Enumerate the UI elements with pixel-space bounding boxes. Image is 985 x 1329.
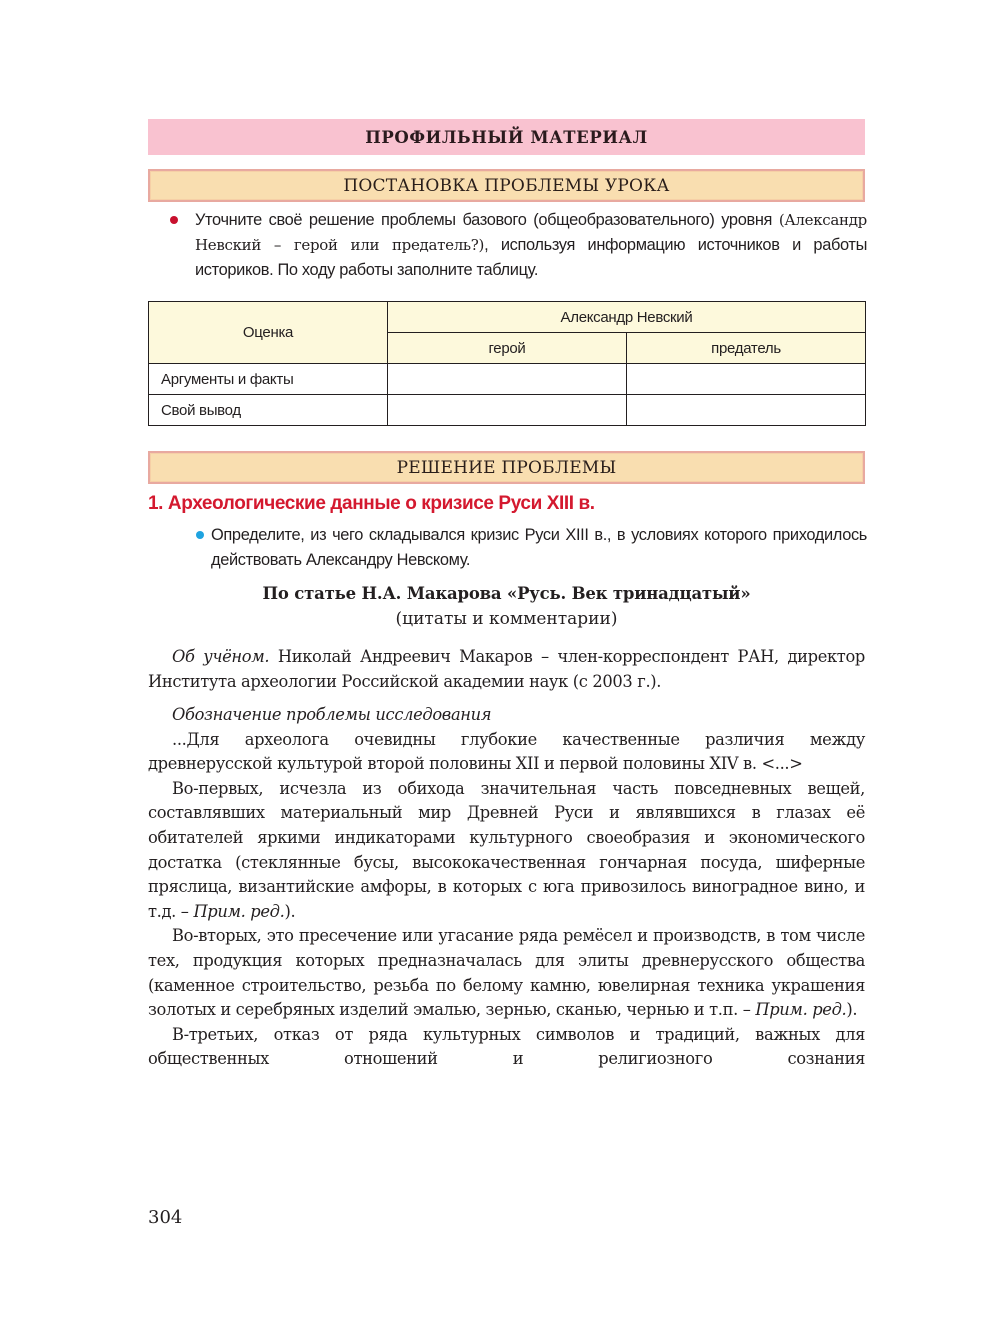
problem-solution-band: РЕШЕНИЕ ПРОБЛЕМЫ	[148, 451, 865, 484]
table-header-traitor: предатель	[627, 333, 866, 364]
page-number: 304	[148, 1207, 183, 1228]
source-title: По статье Н.А. Макарова «Русь. Век тринадцатый»	[262, 584, 751, 603]
paragraph-third: В-третьих, отказ от ряда культурных символов и традиций, важных для общественных отношений и религиозного сознания	[148, 1024, 865, 1069]
row-label-arguments: Аргументы и факты	[149, 364, 388, 395]
editor-note: Прим. ред.	[193, 901, 285, 921]
paragraph-first-text: Во-первых, исчезла из обихода значительная часть повседневных вещей, составлявших материальный мир Древней Руси и являвшихся в глазах её обитателей яркими индикаторами культурного своеобразия и экономического достатка (стеклянные бусы, высококачественная гончарная посуда, шиферные пряслица, византийские амфоры, в которых с юга привозилось виноградное вино, и т.д. –	[148, 778, 865, 921]
task-text-part3: , используя информацию источников и работы историков. По ходу работы заполните таблицу.	[195, 236, 867, 279]
lesson-problem-band: ПОСТАНОВКА ПРОБЛЕМЫ УРОКА	[148, 169, 865, 202]
table-row	[149, 395, 866, 426]
paragraph-second	[148, 924, 865, 1022]
about-text: Николай Андреевич Макаров – член-корреспондент РАН, директор Института археологии Российской академии наук (с 2003 г.).	[148, 647, 865, 691]
editor-note: Прим. ред.	[755, 1000, 847, 1020]
task-text-part1: Уточните своё решение проблемы базового (общеобразовательного) уровня	[195, 211, 779, 229]
task-text-question: (Александр Невский – герой или предатель?)	[195, 211, 867, 254]
cell-conclusion-traitor[interactable]	[627, 395, 866, 426]
article-body	[148, 703, 865, 1072]
about-scholar	[148, 645, 865, 694]
table-row	[149, 364, 866, 395]
bullet-icon	[170, 216, 178, 224]
section-task: Определите, из чего складывался кризис Руси XIII в., в условиях которого приходилось действовать Александру Невскому.	[211, 526, 867, 569]
paragraph-first-end: ).	[284, 901, 296, 921]
profile-material-band: ПРОФИЛЬНЫЙ МАТЕРИАЛ	[148, 119, 865, 155]
cell-conclusion-hero[interactable]	[388, 395, 627, 426]
table-header-nevsky: Александр Невский	[388, 302, 866, 333]
paragraph-first	[148, 777, 865, 925]
about-label: Об учёном.	[172, 647, 270, 666]
table-header-hero: герой	[388, 333, 627, 364]
problem-heading: Обозначение проблемы исследования	[172, 705, 492, 724]
task-instruction	[195, 208, 867, 283]
table-header-evaluation: Оценка	[149, 302, 388, 364]
paragraph-intro: ...Для археолога очевидны глубокие качественные различия между древнерусской культурой второй половины XII и первой половины XIV в. <...>	[148, 729, 865, 774]
paragraph-second-text: Во-вторых, это пресечение или угасание ряда ремёсел и производств, в том числе тех, продукция которых предназначалась для элиты древнерусского общества (каменное строительство, резьба по белому камню, ювелирная техника украшения золотых и серебряных изделий эмалью, зернью, сканью, чернью и т.п. –	[148, 926, 865, 1020]
section-title: 1. Археологические данные о кризисе Руси XIII в.	[148, 493, 595, 514]
evaluation-table	[148, 301, 866, 426]
row-label-conclusion: Свой вывод	[149, 395, 388, 426]
source-subtitle: (цитаты и комментарии)	[395, 609, 618, 629]
cell-arguments-hero[interactable]	[388, 364, 627, 395]
cell-arguments-traitor[interactable]	[627, 364, 866, 395]
paragraph-second-end: ).	[846, 1000, 858, 1020]
bullet-icon	[196, 531, 204, 539]
